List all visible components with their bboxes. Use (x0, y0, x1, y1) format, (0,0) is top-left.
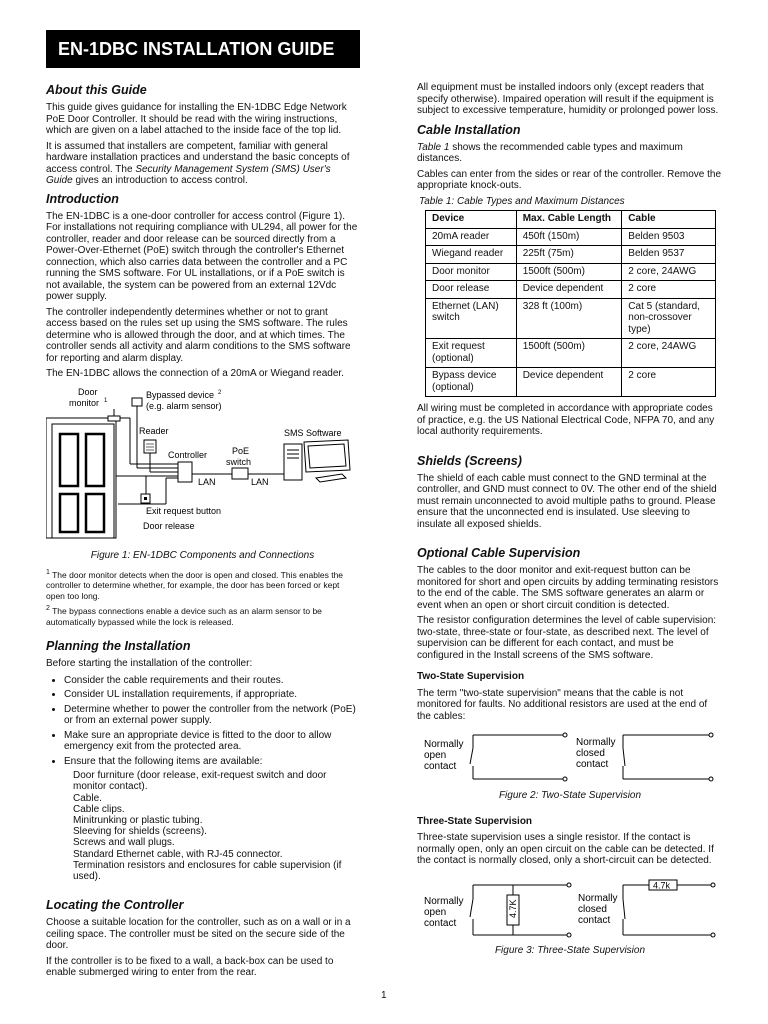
door-release-label: Door release (143, 520, 195, 531)
reader-icon (144, 440, 156, 453)
normally-open-circuit (470, 733, 567, 781)
table-row (426, 246, 716, 264)
bypassed-device-label: Bypassed device (146, 389, 215, 400)
three-state-closed-label: Normally (578, 892, 618, 904)
intro-paragraph-2: The controller independently determines whether or not to grant access based on the rules set up using the SMS software. The rules determine who is allowed through the door, and at which times. The controller sends all activity and alarm conditions to the SMS software for reporting and alarm display. (46, 306, 351, 364)
intro-paragraph-3: The EN-1DBC allows the connection of a 20mA or Wiegand reader. (46, 368, 344, 379)
supervision-heading: Optional Cable Supervision (417, 546, 581, 560)
three-state-open-label-2: open (424, 906, 447, 918)
cable-installation-heading: Cable Installation (417, 122, 521, 137)
introduction-heading: Introduction (46, 191, 119, 206)
intro-paragraph-1: The EN-1DBC is a one-door controller for access control (Figure 1). For installations not requiring compliance with UL294, all power for the controller, reader and door release can be sourced directly from a Power-Over-Ethernet (PoE) switch through the controller's Ethernet connection, which also carries data between the controller and a PC running the SMS software. For UL installations, or if a PoE switch is not available, the system can be powered from an external 12Vdc power supply. (46, 210, 358, 302)
table-1-caption: Table 1: Cable Types and Maximum Distances (419, 195, 625, 207)
list-item: Minitrunking or plastic tubing. (73, 814, 203, 826)
lan-label-1: LAN (198, 476, 216, 487)
figure-1-diagram (46, 386, 359, 546)
table-cell: Device dependent (516, 281, 622, 299)
column-header: Device (426, 211, 517, 229)
table-cell: Belden 9503 (622, 228, 716, 246)
table-cell: 328 ft (100m) (516, 298, 622, 339)
table-cell: Door monitor (426, 263, 517, 281)
figure-3-diagram (417, 875, 723, 943)
exit-request-label: Exit request button (146, 505, 222, 516)
resistor-parallel-label: 4.7K (508, 898, 518, 918)
footnote-ref-2: 2 (218, 389, 222, 396)
cable-paragraph-2: Cables can enter from the sides or rear of the controller. Remove the appropriate knock-outs. (417, 168, 722, 191)
table-cell: Wiegand reader (426, 246, 517, 264)
wiring-codes-paragraph: All wiring must be completed in accordance with appropriate codes of practice, e.g. the US National Electrical Code, NFPA 70, and any local authority requirements. (417, 403, 715, 437)
table-row (426, 281, 716, 299)
list-item: Standard Ethernet cable, with RJ-45 connector. (73, 848, 283, 860)
normally-open-label-2: open (424, 750, 447, 761)
door-frame (46, 418, 116, 538)
lan-label-2: LAN (251, 476, 269, 487)
table-cell: 20mA reader (426, 228, 517, 246)
list-item: Door furniture (door release, exit-request switch and door monitor contact). (73, 770, 327, 793)
three-state-open-label: Normally (424, 895, 464, 907)
table-row (426, 339, 716, 368)
table-cell: 2 core, 24AWG (622, 339, 716, 368)
list-item: • Ensure that the following items are available: (64, 756, 359, 768)
column-header: Max. Cable Length (516, 211, 622, 229)
three-state-closed-circuit (623, 880, 715, 937)
table-row (426, 228, 716, 246)
two-state-paragraph: The term "two-state supervision" means that the cable is not monitored for faults. No additional resistors are used at the end of the cables: (417, 687, 708, 722)
resistor-series-label: 4.7k (653, 880, 671, 890)
locating-paragraph-1: Choose a suitable location for the controller, such as on a wall or in a ceiling space. The controller must be sited on the secure side of the door. (46, 917, 351, 952)
left-column (46, 30, 359, 983)
table-cell: 1500ft (500m) (516, 339, 622, 368)
reader-label: Reader (139, 425, 169, 436)
figure-1-caption: Figure 1: EN-1DBC Components and Connections (90, 549, 315, 561)
list-item: Sleeving for shields (screens). (73, 826, 207, 838)
table-cell: Door release (426, 281, 517, 299)
planning-list (46, 675, 359, 768)
controller-icon (178, 462, 192, 482)
sms-software-label: SMS Software (284, 427, 342, 438)
list-item: Screws and wall plugs. (73, 837, 175, 849)
table-cell: Cat 5 (standard, non-crossover type) (622, 298, 716, 339)
table-cell: 450ft (150m) (516, 228, 622, 246)
door-monitor-label: Door (78, 386, 98, 397)
normally-closed-label-2: closed (576, 748, 605, 759)
table-cell: Belden 9537 (622, 246, 716, 264)
table-cell: 2 core (622, 368, 716, 397)
cable-table (425, 210, 716, 397)
column-header: Cable (622, 211, 716, 229)
list-item: • Determine whether to power the controller from the network (PoE) or from an external power supply. (64, 704, 359, 727)
supervision-paragraph-1: The cables to the door monitor and exit-request button can be monitored for short and open circuits by adding terminating resistors to the end of the cable. The SMS software generates an alarm or event when an open or short circuit condition is detected. (417, 565, 719, 611)
three-state-open-circuit (470, 883, 571, 937)
three-state-closed-label-3: contact (578, 914, 611, 926)
pc-tower-icon (284, 444, 302, 480)
table-header-row (426, 211, 716, 229)
normally-closed-label: Normally (576, 737, 616, 748)
table-cell: Ethernet (LAN) switch (426, 298, 517, 339)
right-column (417, 82, 723, 956)
bypassed-device-icon (132, 398, 142, 406)
normally-closed-circuit (623, 733, 713, 781)
table-cell: Bypass device (optional) (426, 368, 517, 397)
page-number: 1 (381, 990, 387, 1001)
list-item: • Consider the cable requirements and their routes. (64, 675, 359, 687)
list-item: Cable clips. (73, 803, 125, 815)
controller-label: Controller (168, 449, 208, 460)
poe-switch-label-2: switch (226, 456, 252, 467)
table-cell: Device dependent (516, 368, 622, 397)
supervision-paragraph-2: The resistor configuration determines the level of cable supervision: two-state, three-state or four-state, as described next. The level of supervision can be different for each contact, and must be configured in the Install screens of the SMS software. (417, 615, 717, 661)
figure-2-diagram (417, 730, 723, 788)
table-cell: Exit request (optional) (426, 339, 517, 368)
door-monitor-icon (108, 416, 120, 421)
two-state-heading: Two-State Supervision (417, 671, 525, 682)
about-heading: About this Guide (46, 83, 147, 97)
three-state-heading: Three-State Supervision (417, 815, 533, 827)
planning-heading: Planning the Installation (46, 639, 191, 654)
footnote-2: $^2$ The bypass connections enable a device such as an alarm sensor to be automatically bypassed while the lock is released. (46, 605, 322, 627)
cable-paragraph-1: Table 1 shows the recommended cable types and maximum distances. (417, 141, 683, 164)
three-state-closed-label-2: closed (578, 903, 607, 915)
normally-open-label: Normally (424, 739, 464, 750)
table-cell: 1500ft (500m) (516, 263, 622, 281)
footnote-1: $^1$ The door monitor detects when the door is open and closed. This enables the controller to determine whether, for example, the door has been forced or kept open too long. (46, 569, 344, 601)
about-paragraph-2: It is assumed that installers are competent, familiar with general hardware installation practices and understand the basic concepts of access control. The Security Management System (SMS) User's Guide gives an introduction to access control. (46, 140, 350, 186)
table-row (426, 368, 716, 397)
planning-intro: Before starting the installation of the controller: (46, 658, 253, 670)
required-items (46, 770, 359, 882)
page-title: EN-1DBC INSTALLATION GUIDE (46, 30, 360, 68)
list-item: • Make sure an appropriate device is fitted to the door to allow emergency exit from the protected area. (64, 730, 359, 753)
table-row (426, 263, 716, 281)
normally-closed-label-3: contact (576, 759, 609, 770)
table-cell: 2 core, 24AWG (622, 263, 716, 281)
poe-switch-icon (232, 468, 248, 479)
locating-paragraph-2: If the controller is to be fixed to a wall, a back-box can be used to enable submerged wiring to enter from the rear. (46, 955, 334, 979)
table-cell: 2 core (622, 281, 716, 299)
indoor-paragraph: All equipment must be installed indoors only (except readers that specify otherwise). Impaired operation will result if the equipment is subject to excessive temperature, humidity or prolonged power loss. (417, 82, 719, 116)
locating-heading: Locating the Controller (46, 898, 184, 913)
figure-2-caption: Figure 2: Two-State Supervision (498, 790, 642, 801)
normally-open-label-3: contact (424, 761, 457, 772)
table-cell: 225ft (75m) (516, 246, 622, 264)
shields-heading: Shields (Screens) (417, 453, 522, 468)
about-paragraph-1: This guide gives guidance for installing the EN-1DBC Edge Network PoE Door Controller. It should be read with the wiring instructions, which are given on a label attached to the inside face of the top lid. (46, 102, 347, 136)
list-item: Termination resistors and enclosures for cable supervision (if used). (73, 859, 342, 882)
list-item: • Consider UL installation requirements, if appropriate. (64, 689, 359, 701)
door-monitor-label-2: monitor (69, 397, 100, 408)
bypassed-device-label-2: (e.g. alarm sensor) (146, 400, 222, 411)
three-state-open-label-3: contact (424, 917, 457, 929)
list-item: Cable. (73, 792, 102, 804)
figure-3-caption: Figure 3: Three-State Supervision (494, 944, 646, 956)
poe-switch-label: PoE (232, 445, 250, 456)
table-row (426, 298, 716, 339)
shields-paragraph: The shield of each cable must connect to the GND terminal at the controller, and GND must connect to 0V. The other end of the shield must remain unconnected to avoid multiple paths to ground. Please ensure that the unconnected end is insulated. Use sleeving to insulate all exposed shields. (417, 472, 717, 530)
three-state-paragraph: Three-state supervision uses a single resistor. If the contact is normally open, only an open circuit on the cable can be detected. If the contact is normally closed, only a short-circuit can be detected. (417, 832, 714, 866)
footnote-ref-1: 1 (104, 397, 108, 404)
